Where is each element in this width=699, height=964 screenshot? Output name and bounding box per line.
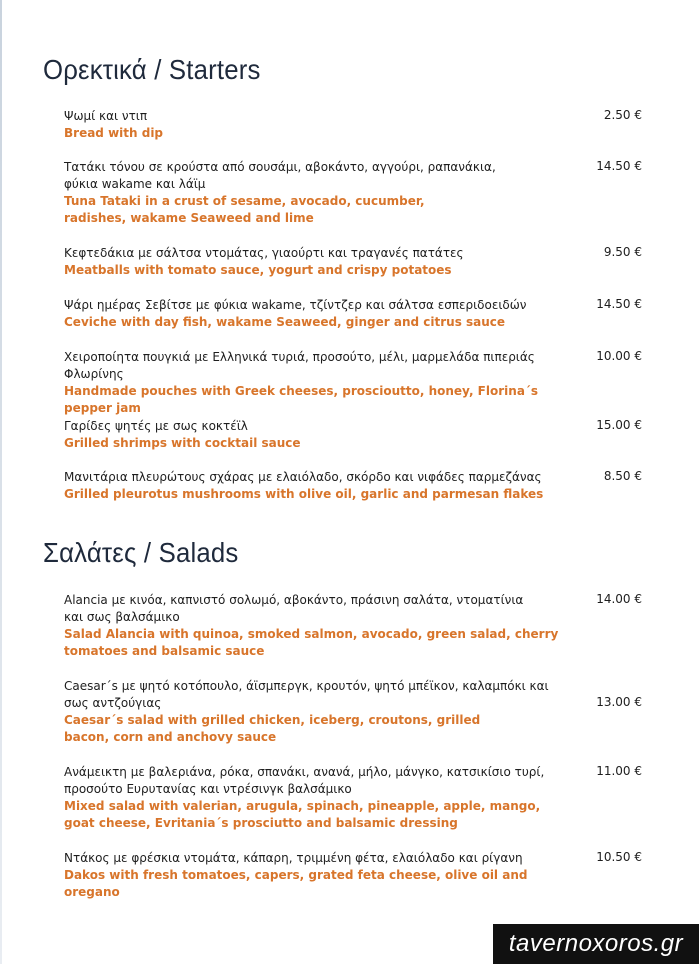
section-title-salads: Σαλάτες / Salads	[43, 537, 239, 568]
item-english-name: Meatballs with tomato sauce, yogurt and crispy potatoes	[64, 263, 452, 277]
item-price: 13.00 €	[596, 695, 642, 709]
item-english-name: Tuna Tataki in a crust of sesame, avocado, cucumber, radishes, wakame Seaweed and lime	[64, 194, 425, 225]
item-price: 11.00 €	[596, 764, 642, 778]
item-price: 14.50 €	[596, 159, 642, 173]
item-english-name: Dakos with fresh tomatoes, capers, grated feta cheese, olive oil and oregano	[64, 868, 528, 899]
menu-item	[64, 245, 654, 279]
watermark-logo: tavernoxoros.gr	[493, 924, 699, 964]
item-greek-name: Ψωμί και ντιπ	[64, 109, 148, 123]
item-price: 8.50 €	[603, 469, 642, 483]
item-greek-name: Ανάμεικτη με βαλεριάνα, ρόκα, σπανάκι, ανανά, μήλο, μάνγκο, κατσικίσιο τυρί, προσούτο Ευρυτανίας και ντρέσινγκ βαλσάμικο	[64, 765, 545, 796]
menu-item	[64, 469, 654, 503]
item-english-name: Grilled shrimps with cocktail sauce	[64, 436, 301, 450]
item-greek-name: Caesar´s με ψητό κοτόπουλο, άϊσμπεργκ, κρουτόν, ψητό μπέϊκον, καλαμπόκι και σως αντζούγιας	[64, 679, 549, 710]
item-price: 9.50 €	[603, 245, 642, 259]
item-price: 15.00 €	[596, 418, 642, 432]
item-english-name: Caesar´s salad with grilled chicken, iceberg, croutons, grilled bacon, corn and anchovy sauce	[64, 713, 481, 744]
menu-item	[64, 418, 654, 452]
menu-item	[64, 349, 654, 417]
menu-item	[64, 297, 654, 331]
page-edge	[0, 0, 2, 964]
item-greek-name: Ντάκος με φρέσκια ντομάτα, κάπαρη, τριμμένη φέτα, ελαιόλαδο και ρίγανη	[64, 851, 523, 865]
item-greek-name: Ψάρι ημέρας Σεβίτσε με φύκια wakame, τζίντζερ και σάλτσα εσπεριδοειδών	[64, 298, 527, 312]
item-english-name: Mixed salad with valerian, arugula, spinach, pineapple, apple, mango, goat cheese, Evritania´s prosciutto and balsamic dressing	[64, 799, 541, 830]
item-greek-name: Alancia με κινόα, καπνιστό σολωμό, αβοκάντο, πράσινη σαλάτα, ντοματίνια και σως βαλσάμικο	[64, 593, 524, 624]
item-english-name: Handmade pouches with Greek cheeses, prosciouttο, honey, Florina´s pepper jam	[64, 384, 539, 415]
item-price: 14.50 €	[596, 297, 642, 311]
menu-item	[64, 592, 654, 660]
item-greek-name: Μανιτάρια πλευρώτους σχάρας με ελαιόλαδο, σκόρδο και νιφάδες παρμεζάνας	[64, 470, 542, 484]
menu-item	[64, 850, 654, 901]
menu-item	[64, 108, 654, 142]
menu-item	[64, 764, 654, 832]
menu-item	[64, 678, 654, 746]
item-greek-name: Τατάκι τόνου σε κρούστα από σουσάμι, αβοκάντο, αγγούρι, ραπανάκια, φύκια wakame και λάϊμ	[64, 160, 496, 191]
section-title-starters: Ορεκτικά / Starters	[43, 54, 261, 85]
item-english-name: Ceviche with day fish, wakame Seaweed, ginger and citrus sauce	[64, 315, 506, 329]
menu-item	[64, 159, 654, 227]
item-price: 14.00 €	[596, 592, 642, 606]
item-price: 10.50 €	[596, 850, 642, 864]
item-english-name: Salad Alancia with quinoa, smoked salmon, avocado, green salad, cherry tomatoes and balsamic sauce	[64, 627, 559, 658]
item-greek-name: Χειροποίητα πουγκιά με Ελληνικά τυριά, προσούτο, μέλι, μαρμελάδα πιπεριάς Φλωρίνης	[64, 350, 535, 381]
item-english-name: Grilled pleurotus mushrooms with olive oil, garlic and parmesan flakes	[64, 487, 544, 501]
item-english-name: Bread with dip	[64, 126, 164, 140]
item-price: 2.50 €	[603, 108, 642, 122]
item-greek-name: Γαρίδες ψητές με σως κοκτέϊλ	[64, 419, 248, 433]
item-price: 10.00 €	[596, 349, 642, 363]
item-greek-name: Κεφτεδάκια με σάλτσα ντομάτας, γιαούρτι και τραγανές πατάτες	[64, 246, 464, 260]
